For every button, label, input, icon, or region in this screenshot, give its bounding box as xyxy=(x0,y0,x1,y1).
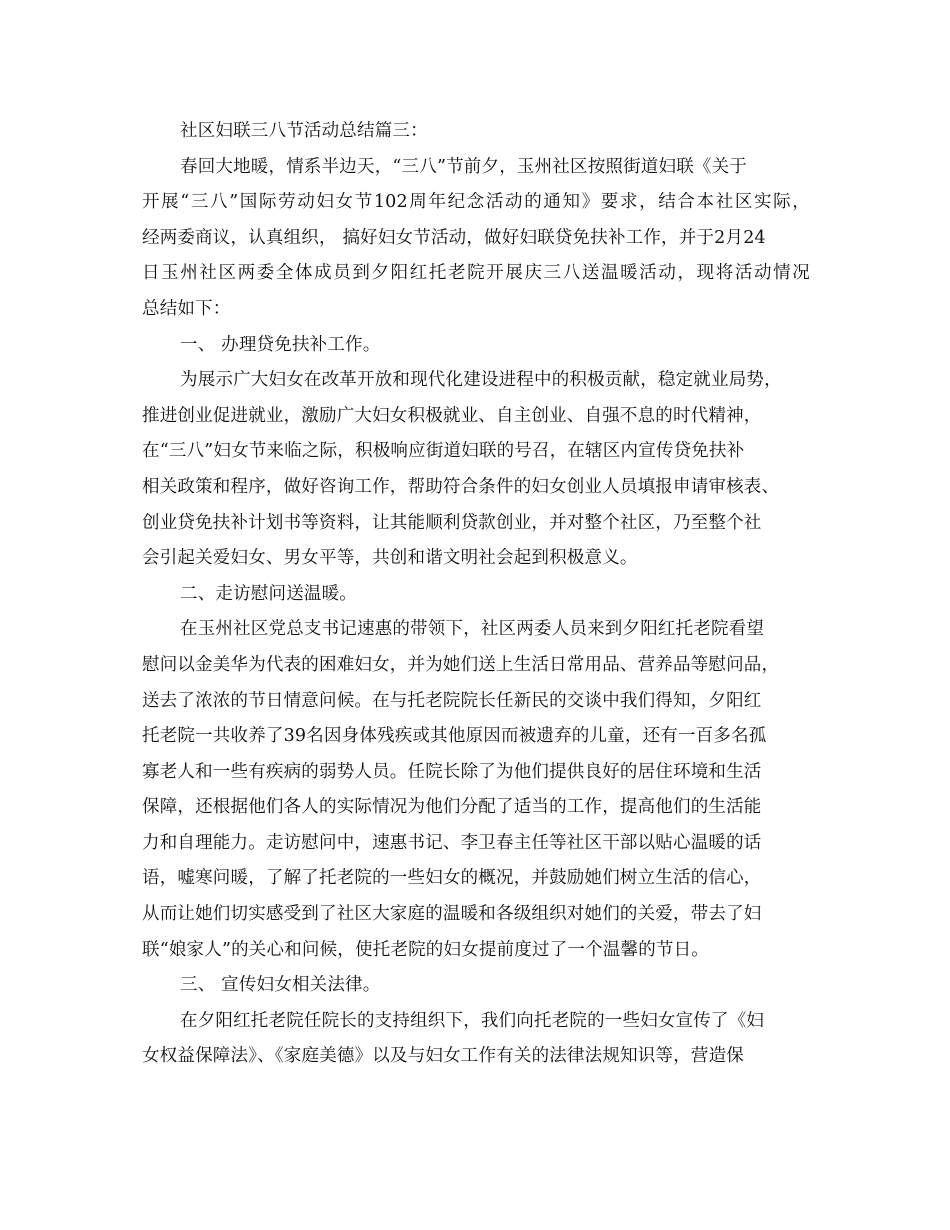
paragraph-line: 保障，还根据他们各人的实际情况为他们分配了适当的工作，提高他们的生活能 xyxy=(142,797,762,818)
paragraph-line: 送去了浓浓的节日情意问候。在与托老院院长任新民的交谈中我们得知，夕阳红 xyxy=(142,690,762,711)
paragraph-line: 语，嘘寒问暖，了解了托老院的一些妇女的概况，并鼓励她们树立生活的信心， xyxy=(142,868,762,889)
paragraph-line: 经两委商议，认真组织， 搞好妇女节活动，做好妇联贷免扶补工作，并于2月24 xyxy=(142,227,766,248)
paragraph-line: 寡老人和一些有疾病的弱势人员。任院长除了为他们提供良好的居住环境和生活 xyxy=(142,761,762,782)
paragraph-line: 相关政策和程序，做好咨询工作，帮助符合条件的妇女创业人员填报申请审核表、 xyxy=(142,476,780,497)
paragraph-line: 力和自理能力。走访慰问中，速惠书记、李卫春主任等社区干部以贴心温暖的话 xyxy=(142,832,762,853)
paragraph-line: 春回大地暖，情系半边天，“三八”节前夕，玉州社区按照街道妇联《关于 xyxy=(180,156,747,177)
paragraph-line: 联“娘家人”的关心和问候，使托老院的妇女提前度过了一个温馨的节日。 xyxy=(142,939,709,960)
paragraph-line: 在玉州社区党总支书记速惠的带领下，社区两委人员来到夕阳红托老院看望 xyxy=(180,619,765,640)
document-body xyxy=(142,114,810,1075)
paragraph-line: 托老院一共收养了39名因身体残疾或其他原因而被遗弃的儿童，还有一百多名孤 xyxy=(142,726,767,747)
paragraph-line: 慰问以金美华为代表的困难妇女，并为她们送上生活日常用品、营养品等慰问品， xyxy=(142,654,780,675)
paragraph-line: 创业贷免扶补计划书等资料，让其能顺利贷款创业，并对整个社区，乃至整个社 xyxy=(142,512,762,533)
paragraph-line: 从而让她们切实感受到了社区大家庭的温暖和各级组织对她们的关爱，带去了妇 xyxy=(142,904,762,925)
section-heading: 三、 宣传妇女相关法律。 xyxy=(180,975,381,996)
section-heading: 二、走访慰问送温暖。 xyxy=(180,583,357,604)
paragraph-line: 开展“三八”国际劳动妇女节102周年纪念活动的通知》要求，结合本社区实际， xyxy=(142,192,810,213)
paragraph-line: 在夕阳红托老院任院长的支持组织下，我们向托老院的一些妇女宣传了《妇 xyxy=(180,1010,765,1031)
paragraph-line: 日玉州社区两委全体成员到夕阳红托老院开展庆三八送温暖活动，现将活动情况 xyxy=(142,263,810,284)
paragraph-line: 会引起关爱妇女、男女平等，共创和谐文明社会起到积极意义。 xyxy=(142,548,638,569)
document-title: 社区妇联三八节活动总结篇三： xyxy=(180,121,428,141)
paragraph-line: 总结如下： xyxy=(142,298,231,319)
paragraph-line: 女权益保障法》、《家庭美德》以及与妇女工作有关的法律法规知识等，营造保 xyxy=(142,1046,744,1067)
section-heading: 一、 办理贷免扶补工作。 xyxy=(180,334,381,355)
paragraph-line: 推进创业促进就业，激励广大妇女积极就业、自主创业、自强不息的时代精神， xyxy=(142,405,762,426)
paragraph-line: 在“三八”妇女节来临之际，积极响应街道妇联的号召，在辖区内宣传贷免扶补 xyxy=(142,441,745,462)
paragraph-line: 为展示广大妇女在改革开放和现代化建设进程中的积极贡献，稳定就业局势， xyxy=(180,370,782,391)
